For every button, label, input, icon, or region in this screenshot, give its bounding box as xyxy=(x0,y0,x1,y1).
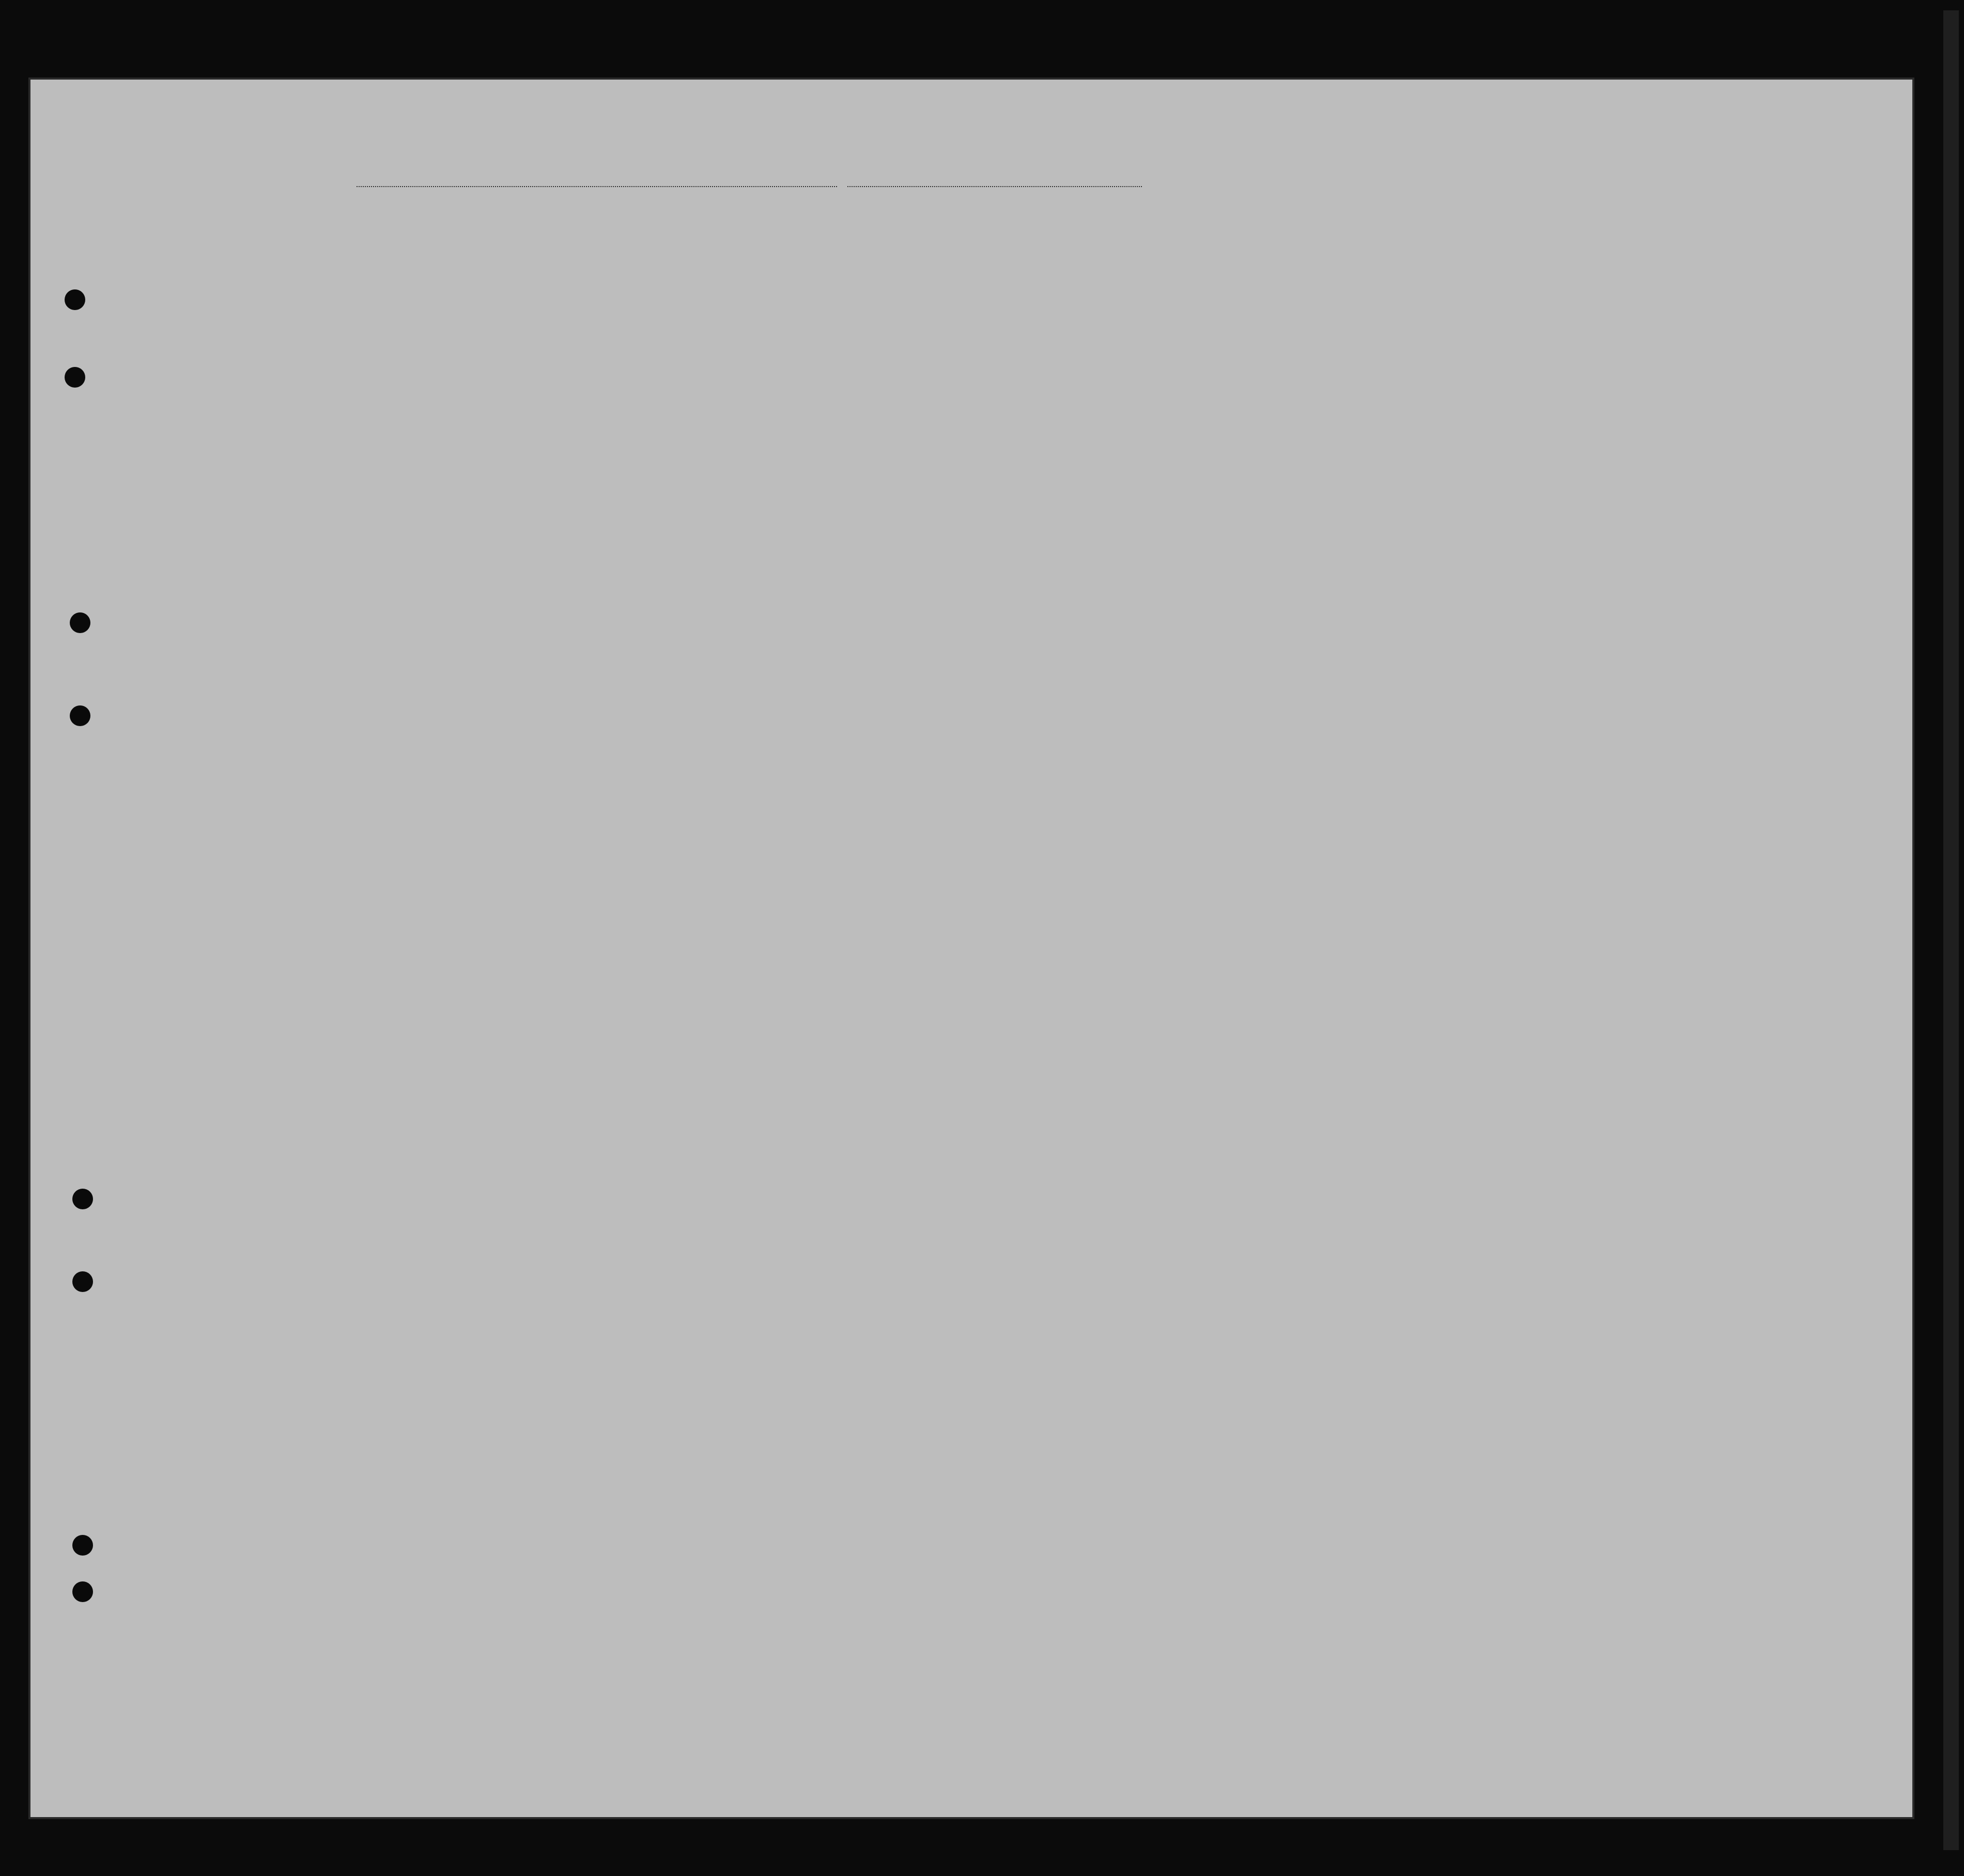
header-purpose-c xyxy=(1209,336,1235,455)
header-contract xyxy=(1377,331,1414,455)
header-purpose-b xyxy=(1165,336,1186,455)
header-deported xyxy=(1426,331,1447,455)
header-prison xyxy=(1244,331,1267,455)
header-overthrow xyxy=(1327,331,1372,455)
header-purpose-a xyxy=(1091,336,1133,455)
